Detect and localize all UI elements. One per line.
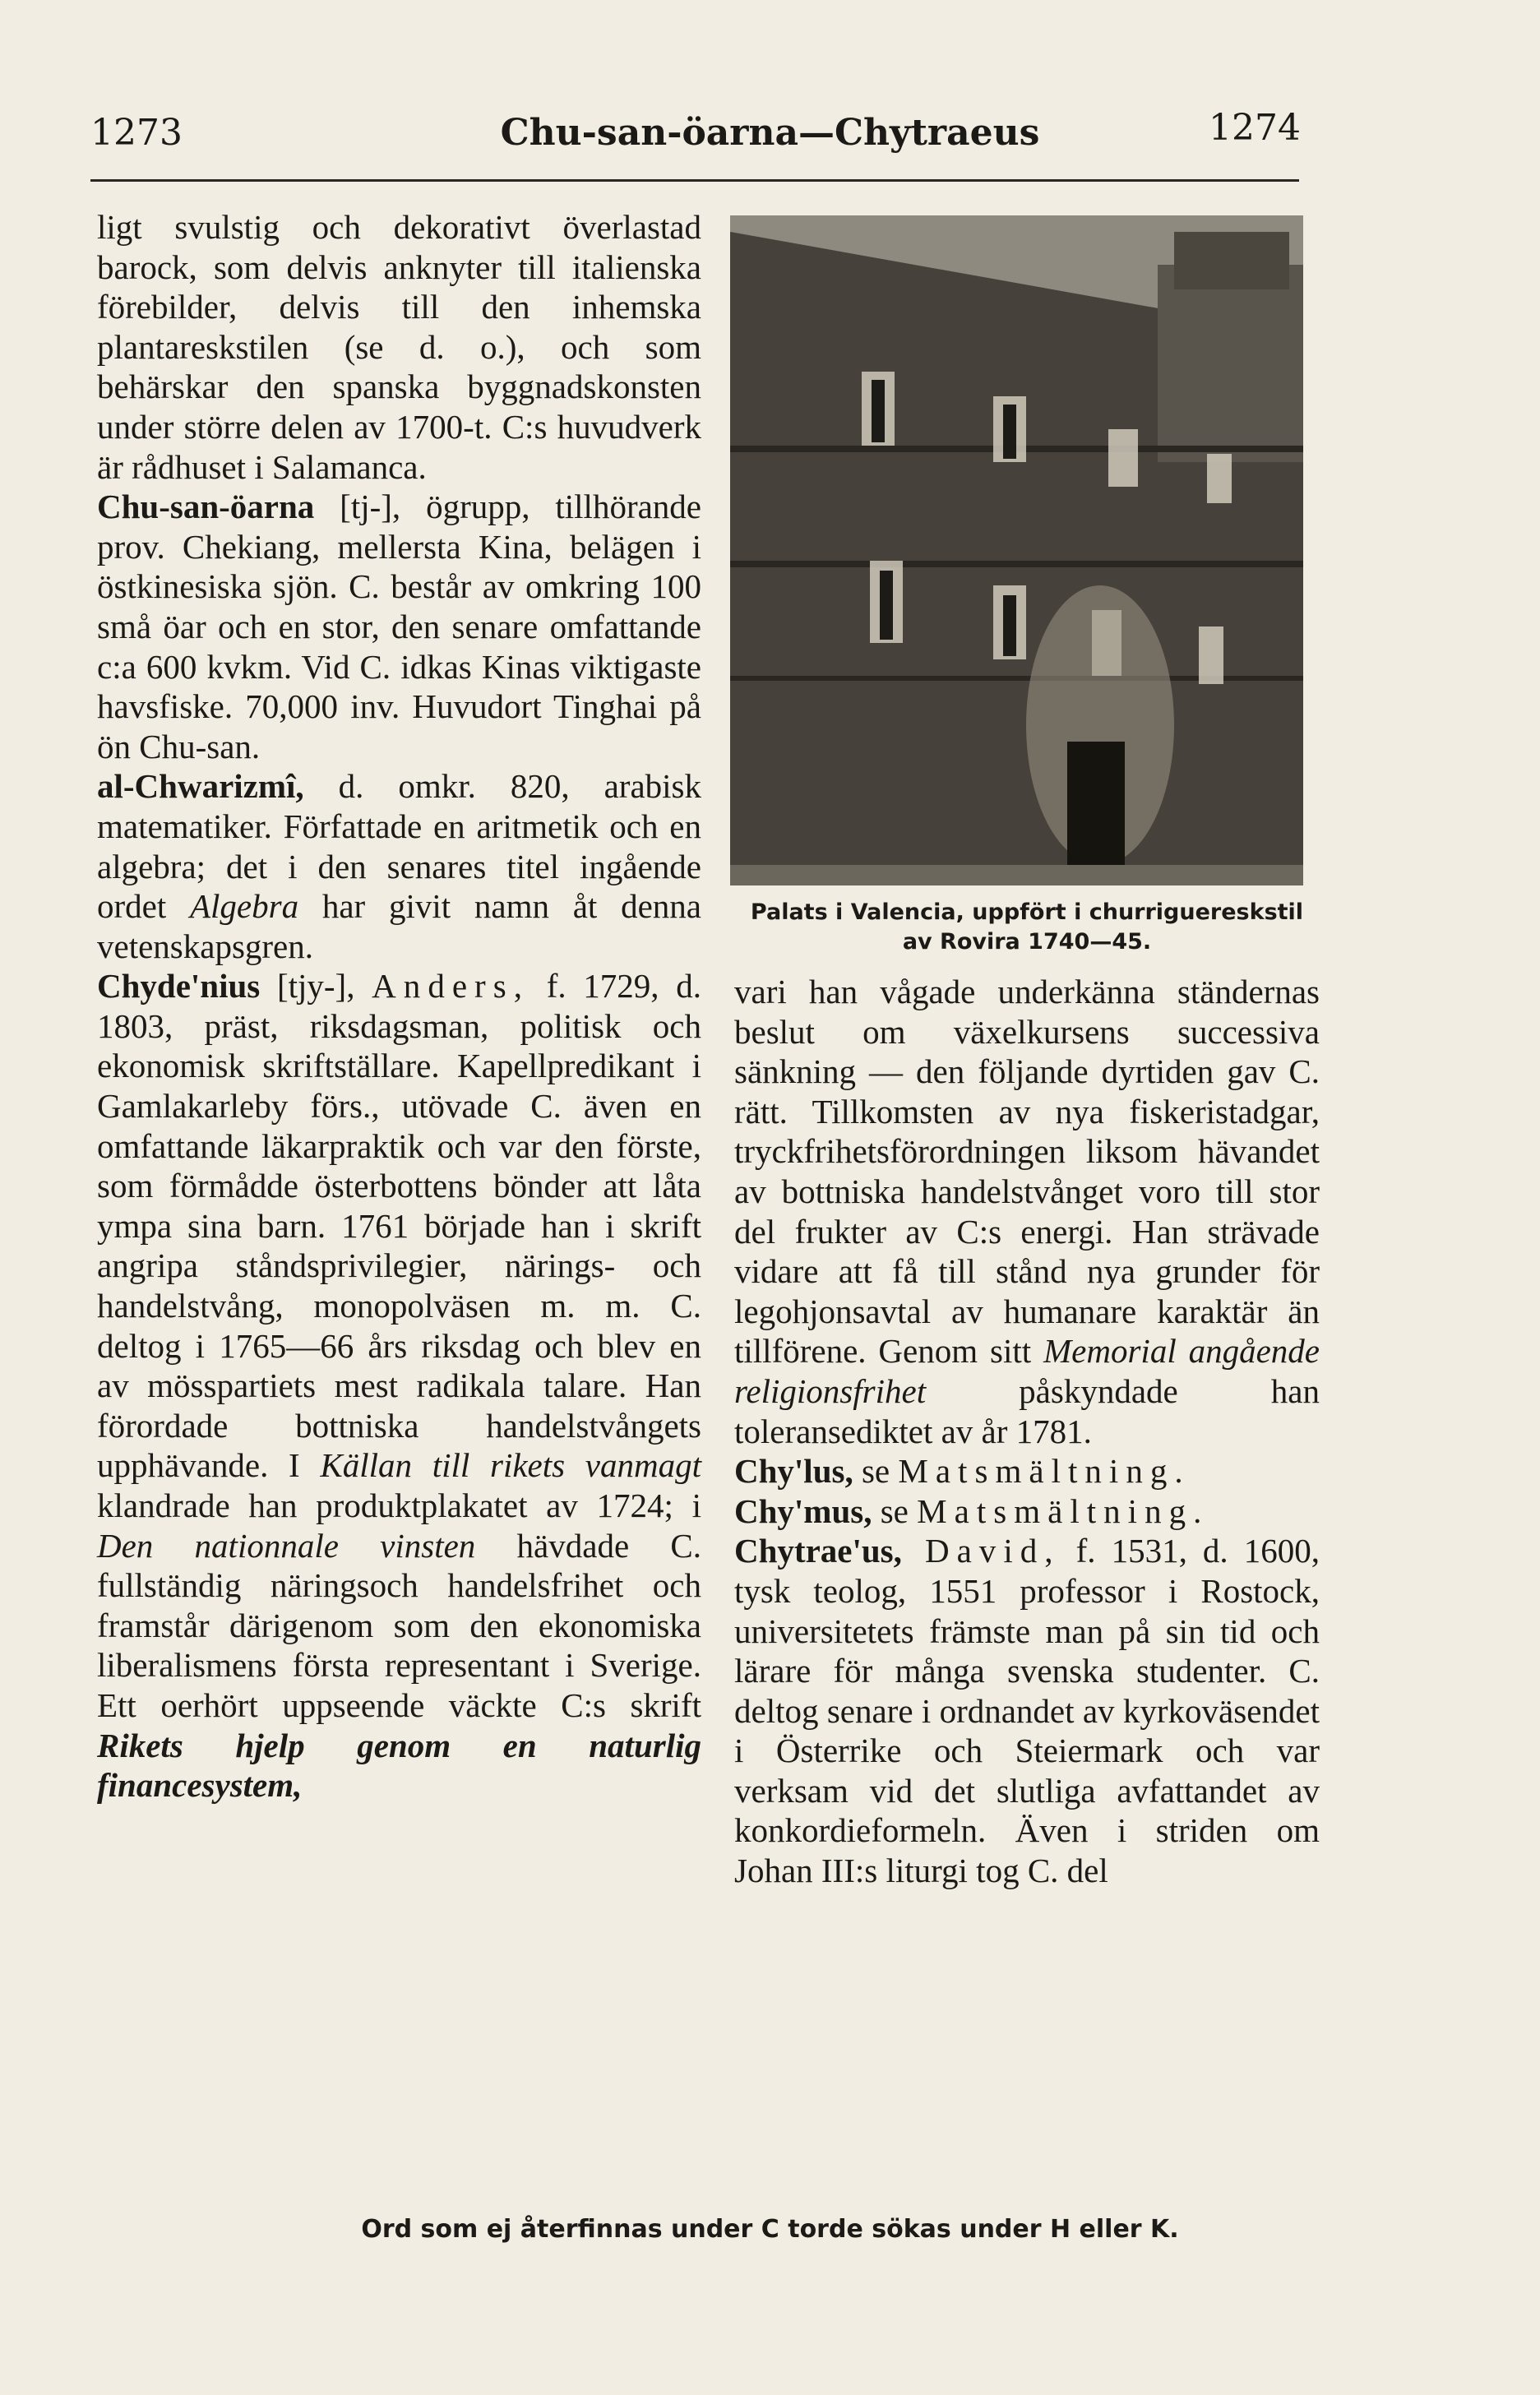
left-page-number: 1273 (90, 112, 183, 154)
palace-photo (730, 215, 1303, 885)
headword: Chy'lus, (734, 1452, 853, 1491)
headword: Chy'mus, (734, 1491, 872, 1530)
entry-chydenius: Chyde'nius [tjy-], Anders, f. 1729, d. 1803, präst, riksdagsman, politisk och ekonomisk skriftställare. Kapellpredikant i Gamlakarleby förs., utövade C. även en omfattande läkarpraktik och var den förste, som förmådde österbottens bönder att låta ympa sina barn. 1761 började han i skrift angripa ståndsprivilegier, närings- och handelstvång, monopolväsen m. m. C. deltog i 1765—66 års riksdag och blev en av mösspartiets mest radikala talare. Han förordade bottniska handelstvångets upphävande. I Källan till rikets vanmagt klandrade han produktplakatet av 1724; i Den nationnale vinsten hävdade C. fullständig näringsoch handelsfrihet och framstår därigenom som den ekonomiska liberalismens första representant i Sverige. Ett oerhört uppseende väckte C:s skrift Rikets hjelp genom en naturlig financesystem, (97, 967, 701, 1805)
right-column (734, 972, 1320, 1891)
entry-chylus: Chy'lus, se Matsmältning. (734, 1452, 1191, 1491)
continued-entry: ligt svulstig och dekorativt överlastad barock, som delvis anknyter till italienska förebilder, delvis till den inhemska plantareskstilen (se d. o.), och som behärskar den spanska byggnadskonsten under större delen av 1700-t. C:s huvudverk är rådhuset i Salamanca. (97, 208, 701, 486)
entry-chymus: Chy'mus, se Matsmältning. (734, 1491, 1209, 1530)
headword: al-Chwarizmî, (97, 767, 304, 806)
running-head: Chu-san-öarna—Chytraeus (500, 112, 1040, 154)
headword: Chu-san-öarna (97, 488, 315, 526)
entry-chu-san-oarna: Chu-san-öarna [tj-], ögrupp, tillhörande prov. Chekiang, mellersta Kina, belägen i östkinesiska sjön. C. består av omkring 100 små öar och en stor, den senare omfattande c:a 600 kvkm. Vid C. idkas Kinas viktigaste havsfiske. 70,000 inv. Huvudort Tinghai på ön Chu-san. (97, 488, 701, 765)
palace-facade-image (730, 215, 1303, 885)
cross-reference: Matsmältning. (917, 1491, 1209, 1530)
footer-note: Ord som ej återfinnas under C torde sökas under H eller K. (361, 2215, 1179, 2244)
photo-caption: Palats i Valencia, uppfört i churriguereskstil av Rovira 1740—45. (750, 899, 1304, 955)
continued-entry: vari han vågade underkänna ständernas beslut om växelkursens successiva sänkning — den följande dyrtiden gav C. rätt. Tillkomsten av nya fiskeristadgar, tryckfrihetsförordningen liksom hävandet av bottniska handelstvånget voro till stor del frukter av C:s energi. Han strävade vidare att få till stånd nya grunder för legohjonsavtal av humanare karaktär än tillförene. Genom sitt Memorial angående religionsfrihet påskyndade han toleransediktet av år 1781. (734, 973, 1320, 1450)
header-rule (90, 179, 1299, 182)
entry-al-chwarizmi: al-Chwarizmî, d. omkr. 820, arabisk matematiker. Författade en aritmetik och en algebra; det i den senares titel ingående ordet Algebra har givit namn åt denna vetenskapsgren. (97, 767, 701, 965)
entry-chytraeus: Chytrae'us, David, f. 1531, d. 1600, tysk teolog, 1551 professor i Rostock, universitetets främste man på sin tid och lärare för många svenska studenter. C. deltog senare i ordnandet av kyrkoväsendet i Österrike och Steiermark och var verksam vid det slutliga avfattandet av konkordieformeln. Även i striden om Johan III:s liturgi tog C. del (734, 1532, 1320, 1890)
right-page-number: 1274 (1209, 107, 1301, 149)
headword: Chytrae'us, (734, 1532, 902, 1570)
headword: Chyde'nius (97, 967, 261, 1006)
left-column (97, 207, 701, 1805)
cross-reference: Matsmältning. (898, 1452, 1191, 1491)
